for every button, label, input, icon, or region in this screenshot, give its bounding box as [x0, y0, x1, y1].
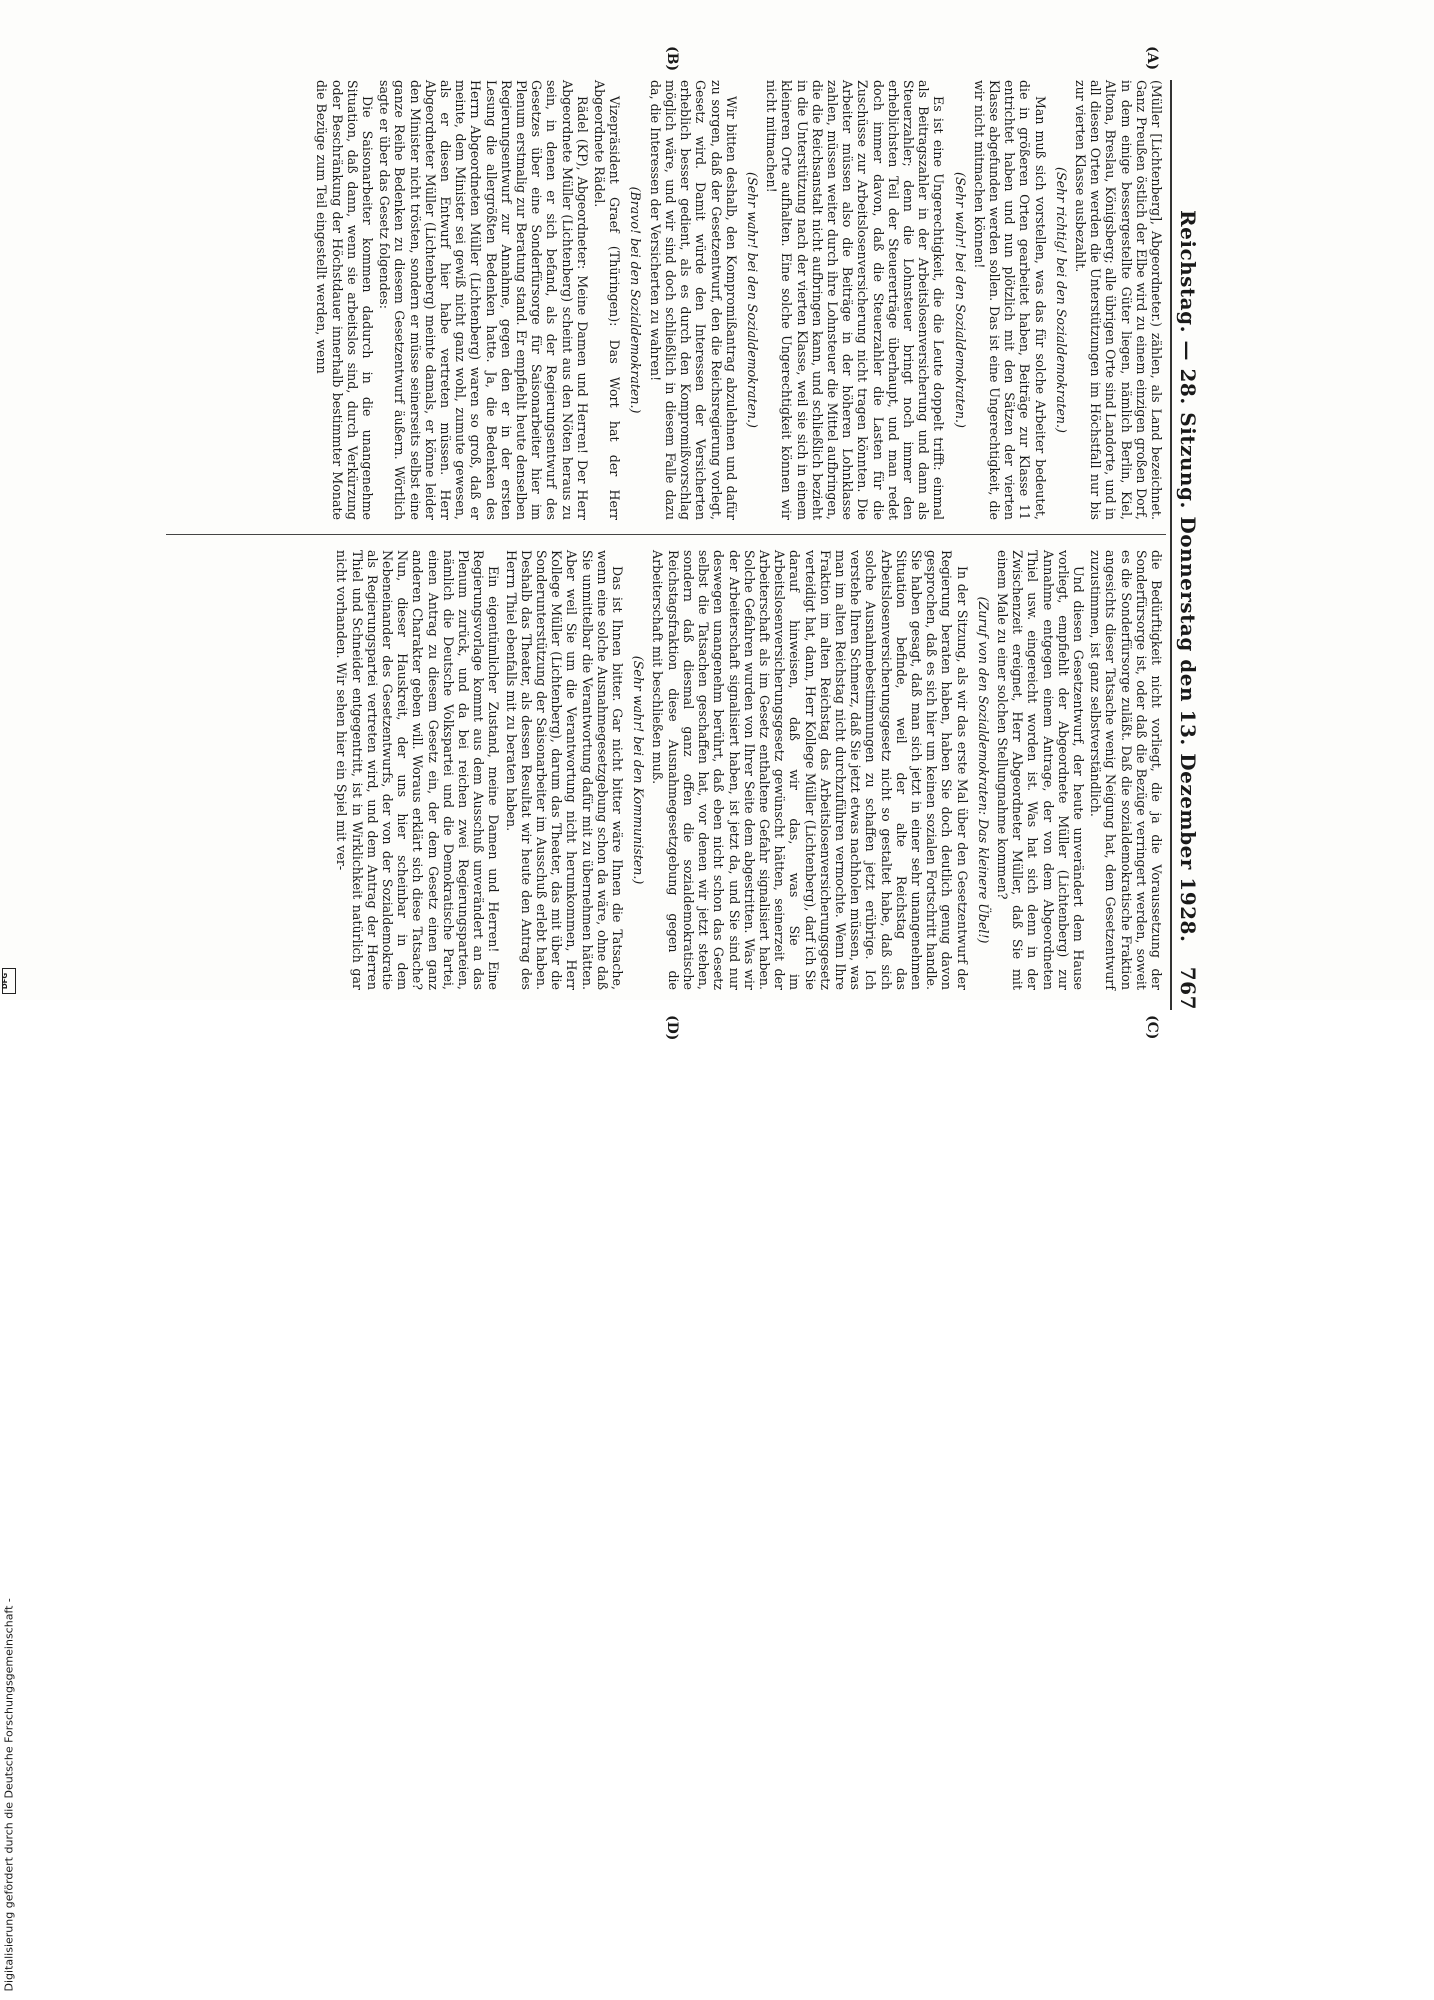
margin-mark-a: (A) [1144, 46, 1160, 71]
interjection: (Sehr wahr! bei den Sozialdemokraten.) [952, 172, 968, 428]
paragraph: In der Sitzung, als wir das erste Mal über den Gesetzentwurf der Regierung beraten haben, haben Sie doch deutlich genug davon gesprochen, daß es sich hier um keinen sozialen Fortschritt handle. Sie haben gesagt, daß man sich jetzt in einer sehr unangenehmen Situation befinde, weil der alte Reichstag das Arbeitslosenversicherungsgesetz nicht so gestaltet habe, daß sich solche Ausnahmebestimmungen zu schaffen jetzt erübrige. Ich verstehe Ihren Schmerz, daß Sie jetzt etwas nachholen müssen, was man im alten Reichstag nicht durchzuführen vermochte. Wenn Ihre Fraktion im alten Reichstag das Arbeitslosenversicherungsgesetz verteidigt hat, dann, Herr Kollege Müller (Lichtenberg), darf ich Sie darauf hinweisen, daß wir das, was Sie im Arbeitslosenversicherungsgesetz gewünscht hätten, seinerzeit der Arbeiterschaft als im Gesetz enthaltene Gefahr signalisiert haben. Solche Gefahren wurden von Ihrer Seite dem abgestritten. Was wir der Arbeiterschaft signalisiert haben, ist jetzt da, und Sie sind nur deswegen unangenehm berührt, daß eben nicht schon das Gesetz selbst die Tatsachen geschaffen hat, vor denen wir jetzt stehen, sondern daß diesmal ganz offen die sozialdemokratische Reichstagsfraktion diese Ausnahmegesetzgebung gegen die Arbeiterschaft mit beschließen muß. [650, 550, 970, 990]
paragraph: Rädel (KP), Abgeordneter: Meine Damen und Herren! Der Herr Abgeordnete Müller (Lichtenberg) scheint aus den Nöten heraus zu sein, in denen er sich befand, als der Regierungsentwurf des Gesetzes über eine Sonderfürsorge für Saisonarbeiter hier im Plenum erstmalig zur Beratung stand. Er empfiehlt heute denselben Regierungsentwurf zur Annahme, gegen den er in der ersten Lesung die allergrößten Bedenken hatte. Ja, die Bedenken des Herrn Abgeordneten Müller (Lichtenberg) waren so groß, daß er meinte, dem Minister sei gewiß nicht ganz wohl, zumute gewesen, als er diesen Entwurf hier habe vertreten müssen. Herr Abgeordneter Müller (Lichtenberg) meinte damals, er könne leider den Minister nicht trösten, sondern er müsse seinerseits selbst eine ganze Reihe Bedenken zu diesem Gesetzentwurf äußern. Wörtlich sagte er über das Gesetz folgendes: [377, 80, 590, 520]
paragraph: Wir bitten deshalb, den Kompromißantrag abzulehnen und dafür zu sorgen, daß der Gesetzentwurf, den die Reichsregierung vorlegt, Gesetz wird. Damit würde den Interessen der Versicherten erheblich besser gedient, als es durch den Kompromißvorschlag möglich wäre, und wir sind doch schließlich in diesem Falle dazu da, die Interessen der Versicherten zu wahren! [647, 80, 739, 520]
right-column [332, 550, 1164, 990]
column-divider [166, 534, 1166, 535]
paragraph: Vizepräsident Graef (Thüringen): Das Wort hat der Herr Abgeordnete Rädel. [592, 80, 623, 520]
paragraph: Und diesen Gesetzentwurf, der heute unverändert dem Hause vorliegt, empfiehlt der Abgeordnete Müller (Lichtenberg) zur Annahme entgegen einem Antrage, der von dem Abgeordneten Thiel usw. eingereicht worden ist. Was hat sich denn in der Zwischenzeit ereignet, Herr Abgeordneter Müller, daß Sie mit einem Male zu einer solchen Stellungnahme kommen? [994, 550, 1086, 990]
interjection: (Bravo! bei den Sozialdemokraten.) [628, 186, 644, 414]
dfg-logo [2, 968, 16, 994]
paragraph: die Bedürftigkeit nicht vorliegt, die ja die Voraussetzung der Sonderfürsorge ist, oder daß die Bezüge verringert werden, soweit es die Sonderfürsorge zuläßt. Daß die sozialdemokratische Fraktion angesichts dieser Tatsache wenig Neigung hat, dem Gesetzentwurf zuzustimmen, ist ganz selbstverständlich. [1088, 550, 1164, 990]
dfg-logo-text: DFG [1, 972, 10, 990]
credit-text: Digitalisierung gefördert durch die Deutsche Forschungsgemeinschaft - [2, 1598, 16, 1992]
paragraph: Das ist Ihnen bitter. Gar nicht bitter wäre Ihnen die Tatsache, wenn eine solche Ausnahmegesetzgebung schon da wäre, ohne daß Sie unmittelbar die Verantwortung dafür mit zu übernehmen hätten. Aber weil Sie um die Verantwortung nicht herumkommen, Herr Kollege Müller (Lichtenberg), darum das Theater, das mit über die Sonderunterstützung der Saisonarbeiter im Ausschuß erlebt haben. Deshalb das Theater, als dessen Resultat wir heute den Antrag des Herrn Thiel ebenfalls mit zu beraten haben. [503, 550, 626, 990]
paragraph: Die Saisonarbeiter kommen dadurch in die unangenehme Situation, daß dann, wenn sie arbeitslos sind, durch Verkürzung oder Beschränkung der Höchstdauer innerhalb bestimmter Monate die Bezüge zum Teil eingestellt werden, wenn [314, 80, 376, 520]
margin-mark-d: (D) [664, 1015, 680, 1041]
paragraph: (Müller [Lichtenberg], Abgeordneter.) zählen, als Land bezeichnet. Ganz Preußen östlich der Elbe wird zu einem einzigen großen Dorf, in dem einige bessergestellte Güter liegen, nämlich Berlin, Kiel, Altona, Breslau, Königsberg; alle übrigen Orte sind Landorte, und in all diesen Orten werden die Unterstützungen im Höchstfall nur bis zur vierten Klasse ausbezahlt. [1072, 80, 1164, 520]
margin-mark-b: (B) [664, 46, 680, 72]
paragraph: Ein eigentümlicher Zustand, meine Damen und Herren! Eine Regierungsvorlage kommt aus dem Ausschuß unverändert an das Plenum zurück, und da bei reichen zwei Regierungsparteien, nämlich die Deutsche Volkspartei und die Demokratische Partei, einen Antrag zu diesem Gesetz ein, der dem Gesetz einen ganz anderen Charakter geben will. Woraus erklärt sich diese Tatsache? Nun, dieser Hauskreit, der uns hier scheinbar in dem Nebeneinander des Gesetzentwurfs, der von der Sozialdemokratie als Regierungspartei vertreten wird, und dem Antrag der Herren Thiel und Schneider entgegentritt, ist in Wirklichkeit natürlich gar nicht vorhanden. Wir sehen hier ein Spiel mit ver- [334, 550, 502, 990]
margin-mark-c: (C) [1144, 1015, 1160, 1040]
interjection: (Sehr richtig! bei den Sozialdemokraten.) [1053, 167, 1069, 433]
page-number: 767 [1176, 966, 1200, 1010]
running-title: Reichstag. — 28. Sitzung. Donnerstag den 13. Dezember 1928. [1176, 210, 1200, 943]
interjection: (Zuruf von den Sozialdemokraten: Das kleinere Übel!) [975, 596, 991, 944]
paragraph: Es ist eine Ungerechtigkeit, die die Leute doppelt trifft: einmal als Beitragszahler in der Arbeitslosenversicherung und dann als Steuerzahler; denn die Lohnsteuer bringt noch immer den erheblichsten Teil der Steuererträge überhaupt, und man redet doch immer davon, daß die Steuerzahler die Lasten für die Zuschüsse zur Arbeitslosenversicherung nicht tragen könnten. Die Arbeiter müssen also die Beiträge in der höheren Lohnklasse zahlen, müssen weiter durch ihre Lohnsteuer die Mittel aufbringen, die die Reichsanstalt nicht aufbringen kann, und schließlich bezieht in die Unterstützung nach der vierten Klasse, weil sie sich in einem kleineren Orte aufhalten. Eine solche Ungerechtigkeit können wir nicht mitmachen! [764, 80, 947, 520]
page-header [1176, 80, 1200, 1010]
digitization-credit [4, 1000, 18, 2000]
left-column [312, 80, 1164, 520]
paragraph: Man muß sich vorstellen, was das für solche Arbeiter bedeutet, die in größeren Orten gearbeitet haben, Beiträge zur Klasse 11 entrichtet haben und nun plötzlich mit den Sätzen der vierten Klasse abgefunden werden sollen. Das ist eine Ungerechtigkeit, die wir nicht mitmachen können! [971, 80, 1048, 520]
interjection: (Sehr wahr! bei den Sozialdemokraten.) [744, 172, 760, 428]
interjection: (Sehr wahr! bei den Kommunisten.) [631, 655, 647, 885]
header-rule [1170, 80, 1172, 1010]
rotated-page [120, 46, 1200, 1041]
